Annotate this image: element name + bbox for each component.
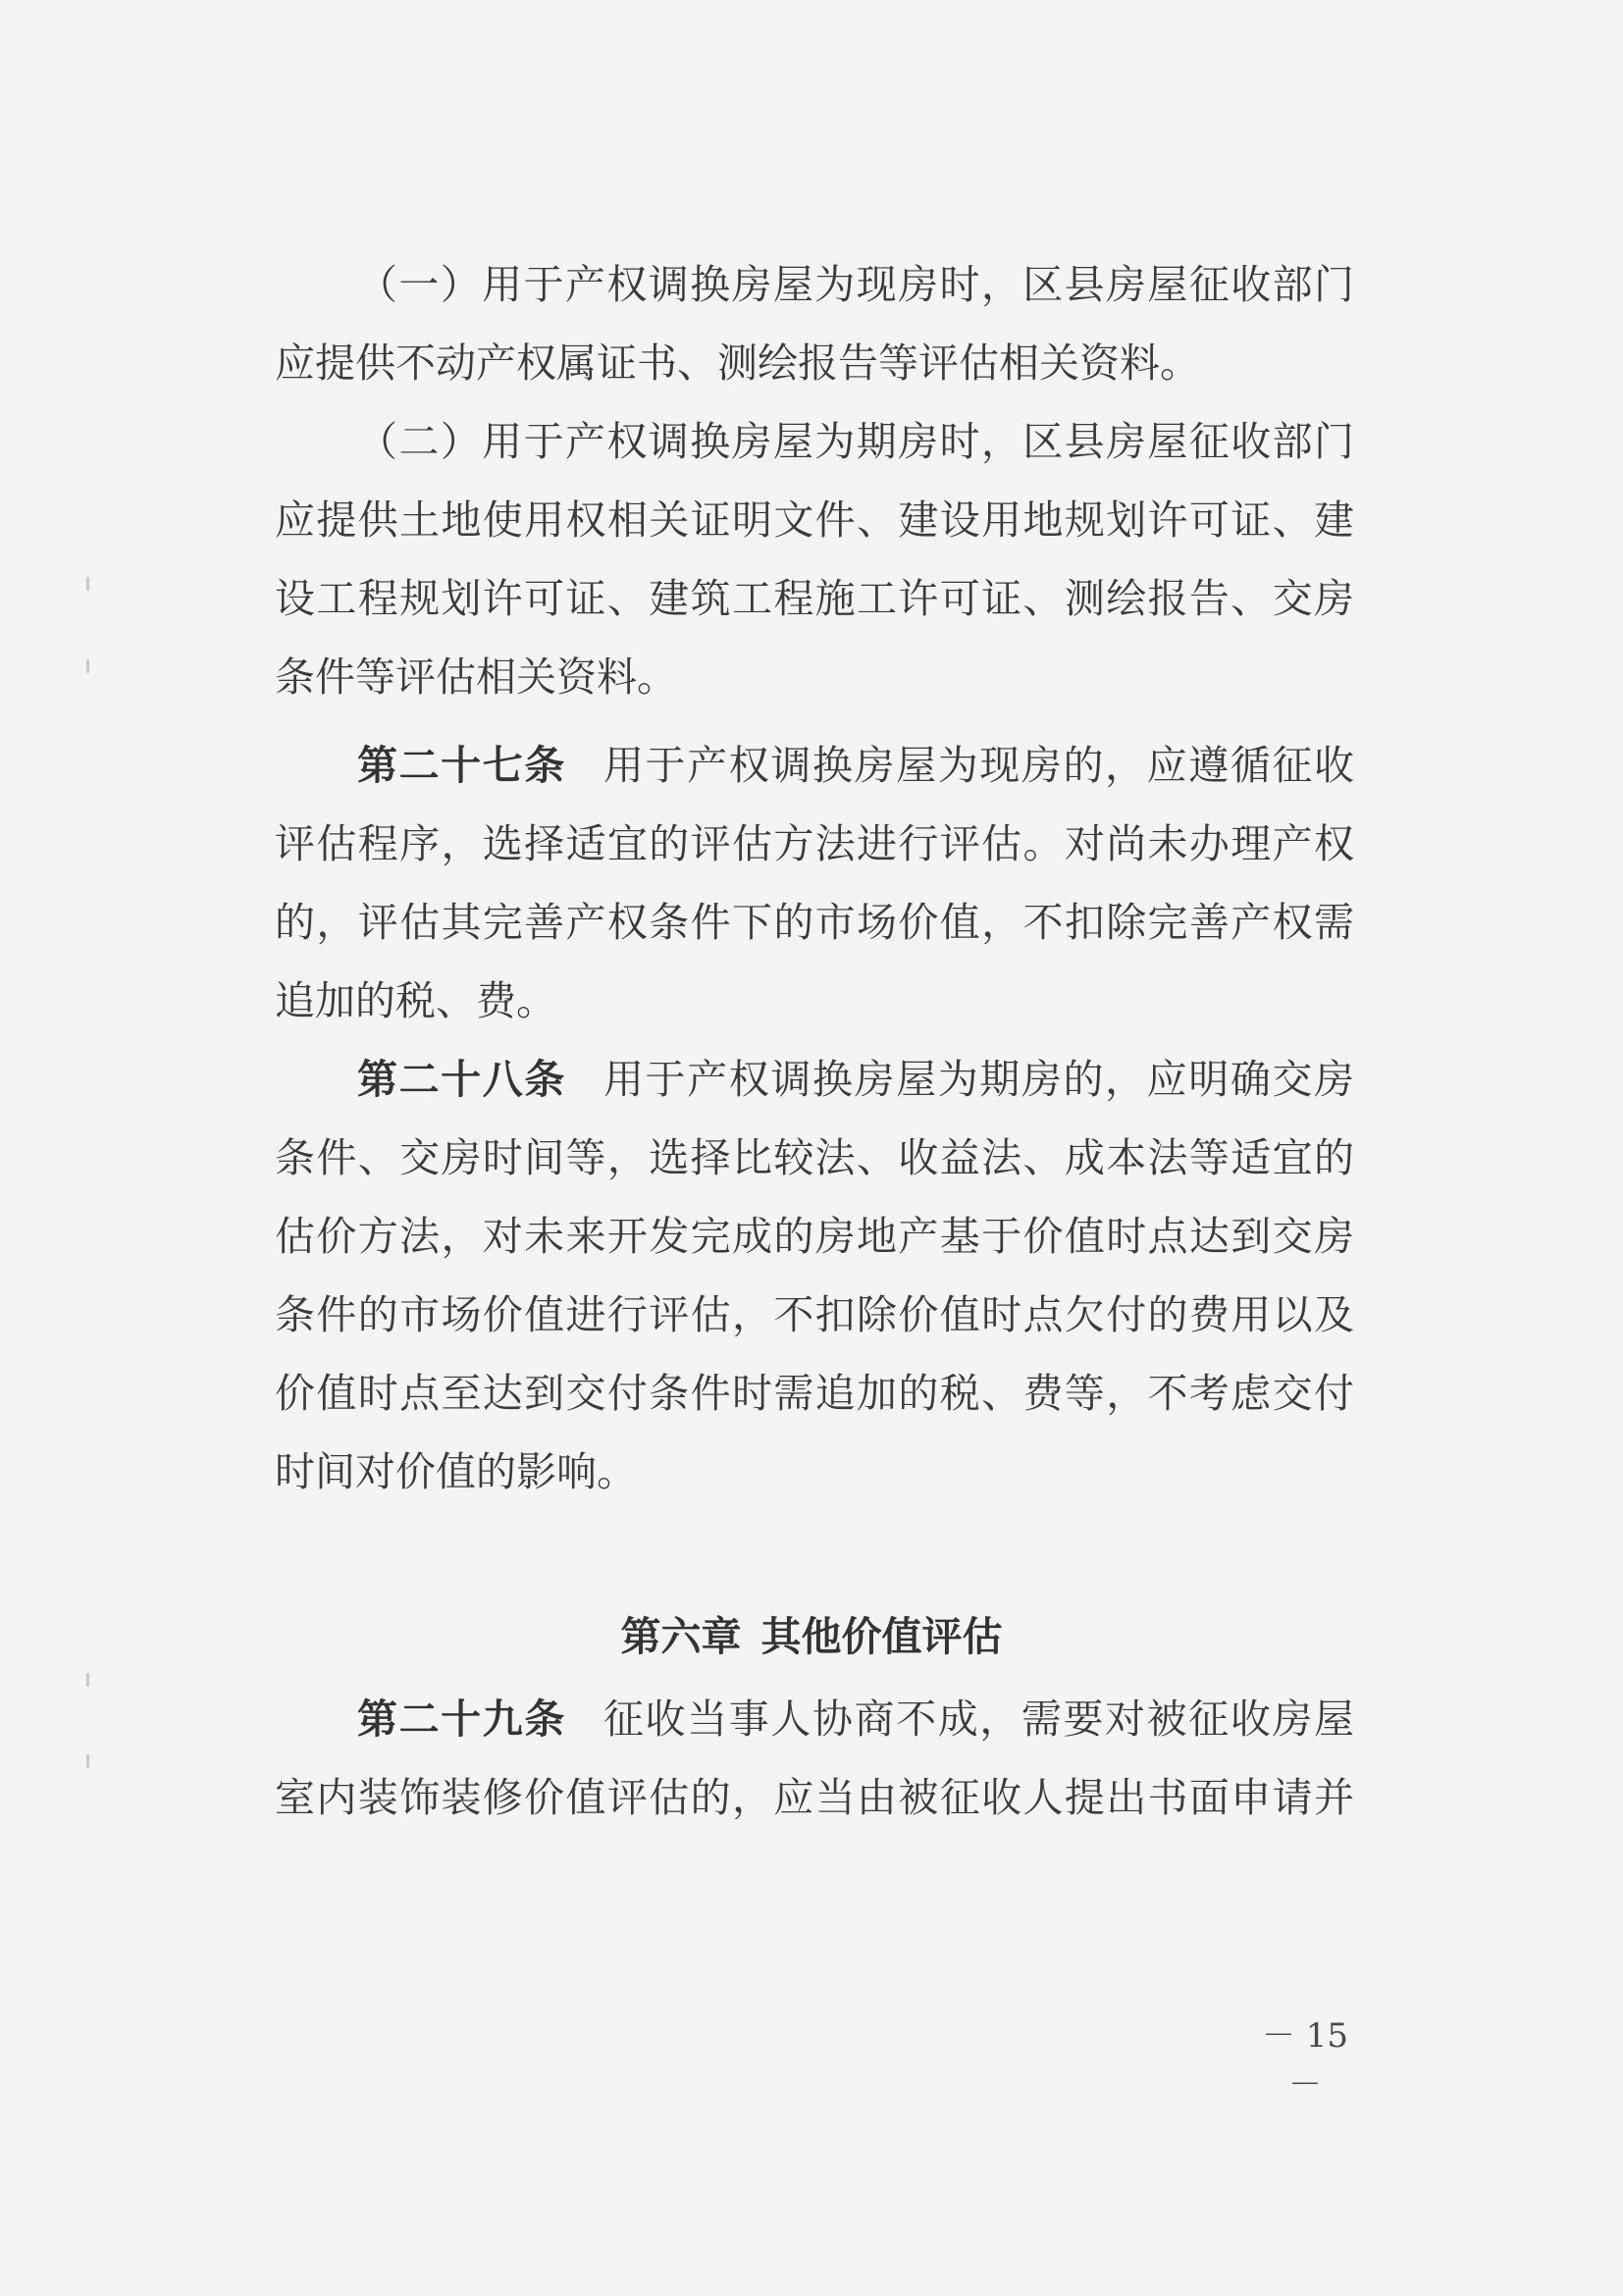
text-line: 的，评估其完善产权条件下的市场价值，不扣除完善产权需 [275, 899, 1354, 946]
article-label: 第二十七条 [357, 742, 566, 789]
text-line: （二）用于产权调换房屋为期房时，区县房屋征收部门 [357, 418, 1354, 465]
article-label: 第二十八条 [357, 1056, 566, 1103]
article-label: 第二十九条 [357, 1696, 566, 1743]
text-line: 条件、交房时间等，选择比较法、收益法、成本法等适宜的 [275, 1134, 1354, 1181]
text-line: （一）用于产权调换房屋为现房时，区县房屋征收部门 [357, 261, 1354, 308]
text-line: 应提供不动产权属证书、测绘报告等评估相关资料。 [275, 339, 1200, 387]
scan-mark [86, 577, 89, 591]
chapter-title [0, 1597, 1623, 1676]
text-line: 室内装饰装修价值评估的，应当由被征收人提出书面申请并 [275, 1774, 1354, 1821]
page-number: － 15 － [1261, 2016, 1349, 2105]
article-text: 用于产权调换房屋为现房的，应遵循征收 [602, 742, 1355, 789]
scan-mark [86, 1754, 89, 1768]
text-line: 价值时点至达到交付条件时需追加的税、费等，不考虑交付 [275, 1370, 1354, 1417]
article-text: 征收当事人协商不成，需要对被征收房屋 [602, 1696, 1355, 1743]
text-line: 条件等评估相关资料。 [275, 653, 677, 701]
text-line: 追加的税、费。 [275, 977, 556, 1024]
article-28-first-line [357, 1040, 1354, 1119]
text-line: 估价方法，对未来开发完成的房地产基于价值时点达到交房 [275, 1213, 1354, 1260]
chapter-number: 第六章 [620, 1613, 742, 1660]
chapter-name: 其他价值评估 [760, 1613, 1003, 1660]
text-line: 条件的市场价值进行评估，不扣除价值时点欠付的费用以及 [275, 1291, 1354, 1338]
article-text: 用于产权调换房屋为期房的，应明确交房 [602, 1056, 1355, 1103]
article-27-first-line [357, 726, 1354, 805]
text-line: 应提供土地使用权相关证明文件、建设用地规划许可证、建 [275, 496, 1354, 544]
text-line: 评估程序，选择适宜的评估方法进行评估。对尚未办理产权 [275, 820, 1354, 867]
scan-mark [86, 659, 89, 673]
text-line: 时间对价值的影响。 [275, 1448, 637, 1495]
text-line: 设工程规划许可证、建筑工程施工许可证、测绘报告、交房 [275, 575, 1354, 622]
article-29-first-line [357, 1680, 1354, 1758]
